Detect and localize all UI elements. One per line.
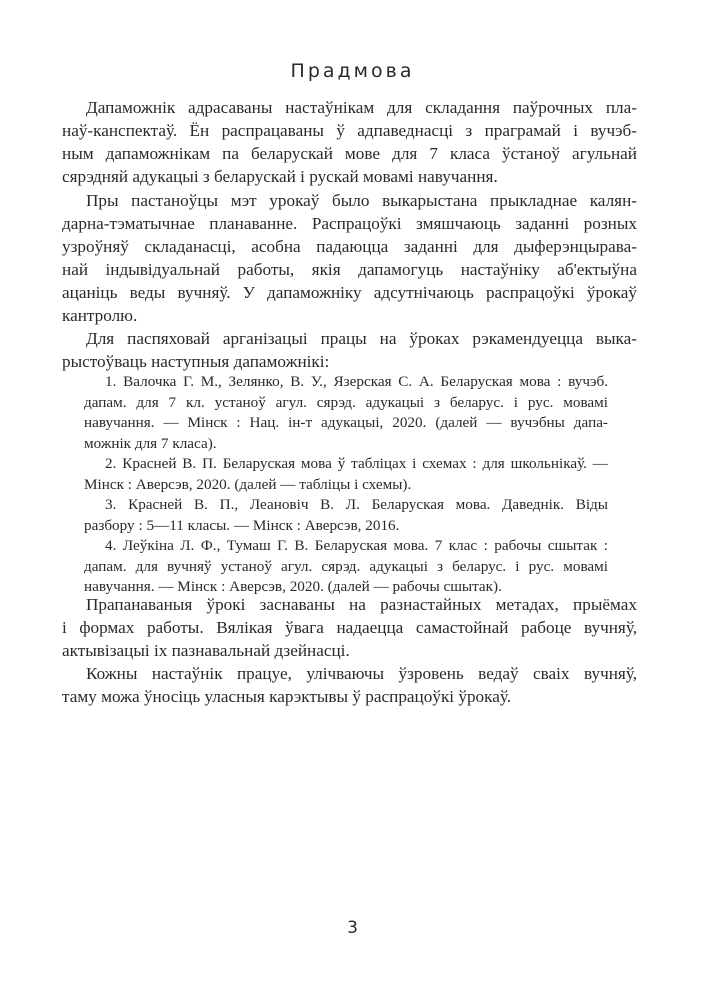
text-line: Дапаможнік адрасаваны настаўнікам для складання паўрочных пла- xyxy=(86,98,637,117)
text-line: Для паспяховай арганізацыі працы на ўроках рэкамендуецца выка- xyxy=(86,329,637,348)
paragraph-planning xyxy=(62,189,637,327)
reference-item xyxy=(84,536,608,598)
text-line: ацаніць веды вучняў. У дапаможніку адсутнічаюць распрацоўкі ўрокаў xyxy=(62,283,637,302)
text-line: таму можа ўносіць уласныя карэктывы ў распрацоўкі ўрокаў. xyxy=(62,687,512,706)
page-title: Прадмова xyxy=(290,60,415,82)
text-line: актывізацыі іх пазнавальнай дзейнасці. xyxy=(62,641,350,660)
text-line: най індывідуальнай работы, якія дапамогуць настаўніку аб'ектыўна xyxy=(62,260,637,279)
reference-line: дапам. для вучняў устаноў агул. сярэд. адукацыі з беларус. і рус. мовамі xyxy=(84,557,608,575)
reference-list xyxy=(84,372,608,598)
text-line: ным дапаможнікам па беларускай мове для 7 класа ўстаноў агульнай xyxy=(62,144,637,163)
text-line: і формах работы. Вялікая ўвага надаецца самастойнай рабоце вучняў, xyxy=(62,618,637,637)
reference-line: можнік для 7 класа). xyxy=(84,434,217,452)
text-line: Прапанаваныя ўрокі заснаваны на разнастайных метадах, прыёмах xyxy=(86,595,637,614)
reference-item xyxy=(84,454,608,495)
text-line: Кожны настаўнік працуе, улічваючы ўзровень ведаў сваіх вучняў, xyxy=(86,664,637,683)
text-line: дарна-тэматычнае планаванне. Распрацоўкі змяшчаюць заданні розных xyxy=(62,214,637,233)
text-line: рыстоўваць наступныя дапаможнікі: xyxy=(62,352,330,371)
reference-line: дапам. для 7 кл. устаноў агул. сярэд. адукацыі з беларус. і рус. мовамі xyxy=(84,393,608,411)
reference-line: Мінск : Аверсэв, 2020. (далей — табліцы і схемы). xyxy=(84,475,412,493)
text-line: сярэдняй адукацыі з беларускай і рускай мовамі навучання. xyxy=(62,167,498,186)
reference-line: 1. Валочка Г. М., Зелянко, В. У., Язерская С. А. Беларуская мова : вучэб. xyxy=(105,373,608,390)
reference-line: разбору : 5—11 класы. — Мінск : Аверсэв, 2016. xyxy=(84,516,400,534)
text-line: кантролю. xyxy=(62,306,138,325)
text-line: узроўняў складанасці, асобна падаюцца заданні для дыферэнцырава- xyxy=(62,237,637,256)
text-line: Пры пастаноўцы мэт урокаў было выкарыстана прыкладнае калян- xyxy=(86,191,637,210)
reference-line: навучання. — Мінск : Аверсэв, 2020. (далей — рабочы сшытак). xyxy=(84,578,502,595)
reference-item xyxy=(84,495,608,536)
paragraph-recommendations xyxy=(62,327,637,373)
reference-line: 2. Красней В. П. Беларуская мова ў табліцах і схемах : для школьнікаў. — xyxy=(105,455,608,472)
text-line: наў-канспектаў. Ён распрацаваны ў адпаведнасці з праграмай і вучэб- xyxy=(62,121,637,140)
reference-line: 4. Леўкіна Л. Ф., Тумаш Г. В. Беларуская мова. 7 клас : рабочы сшытак : xyxy=(105,537,608,554)
reference-line: навучання. — Мінск : Нац. ін-т адукацыі, 2020. (далей — вучэбны дапа- xyxy=(84,414,608,431)
paragraph-intro xyxy=(62,96,637,188)
reference-line: 3. Красней В. П., Леановіч В. Л. Беларуская мова. Даведнік. Віды xyxy=(105,496,608,513)
reference-item xyxy=(84,372,608,454)
paragraph-teachers xyxy=(62,662,637,708)
page-number: 3 xyxy=(347,918,358,938)
paragraph-methods xyxy=(62,593,637,662)
